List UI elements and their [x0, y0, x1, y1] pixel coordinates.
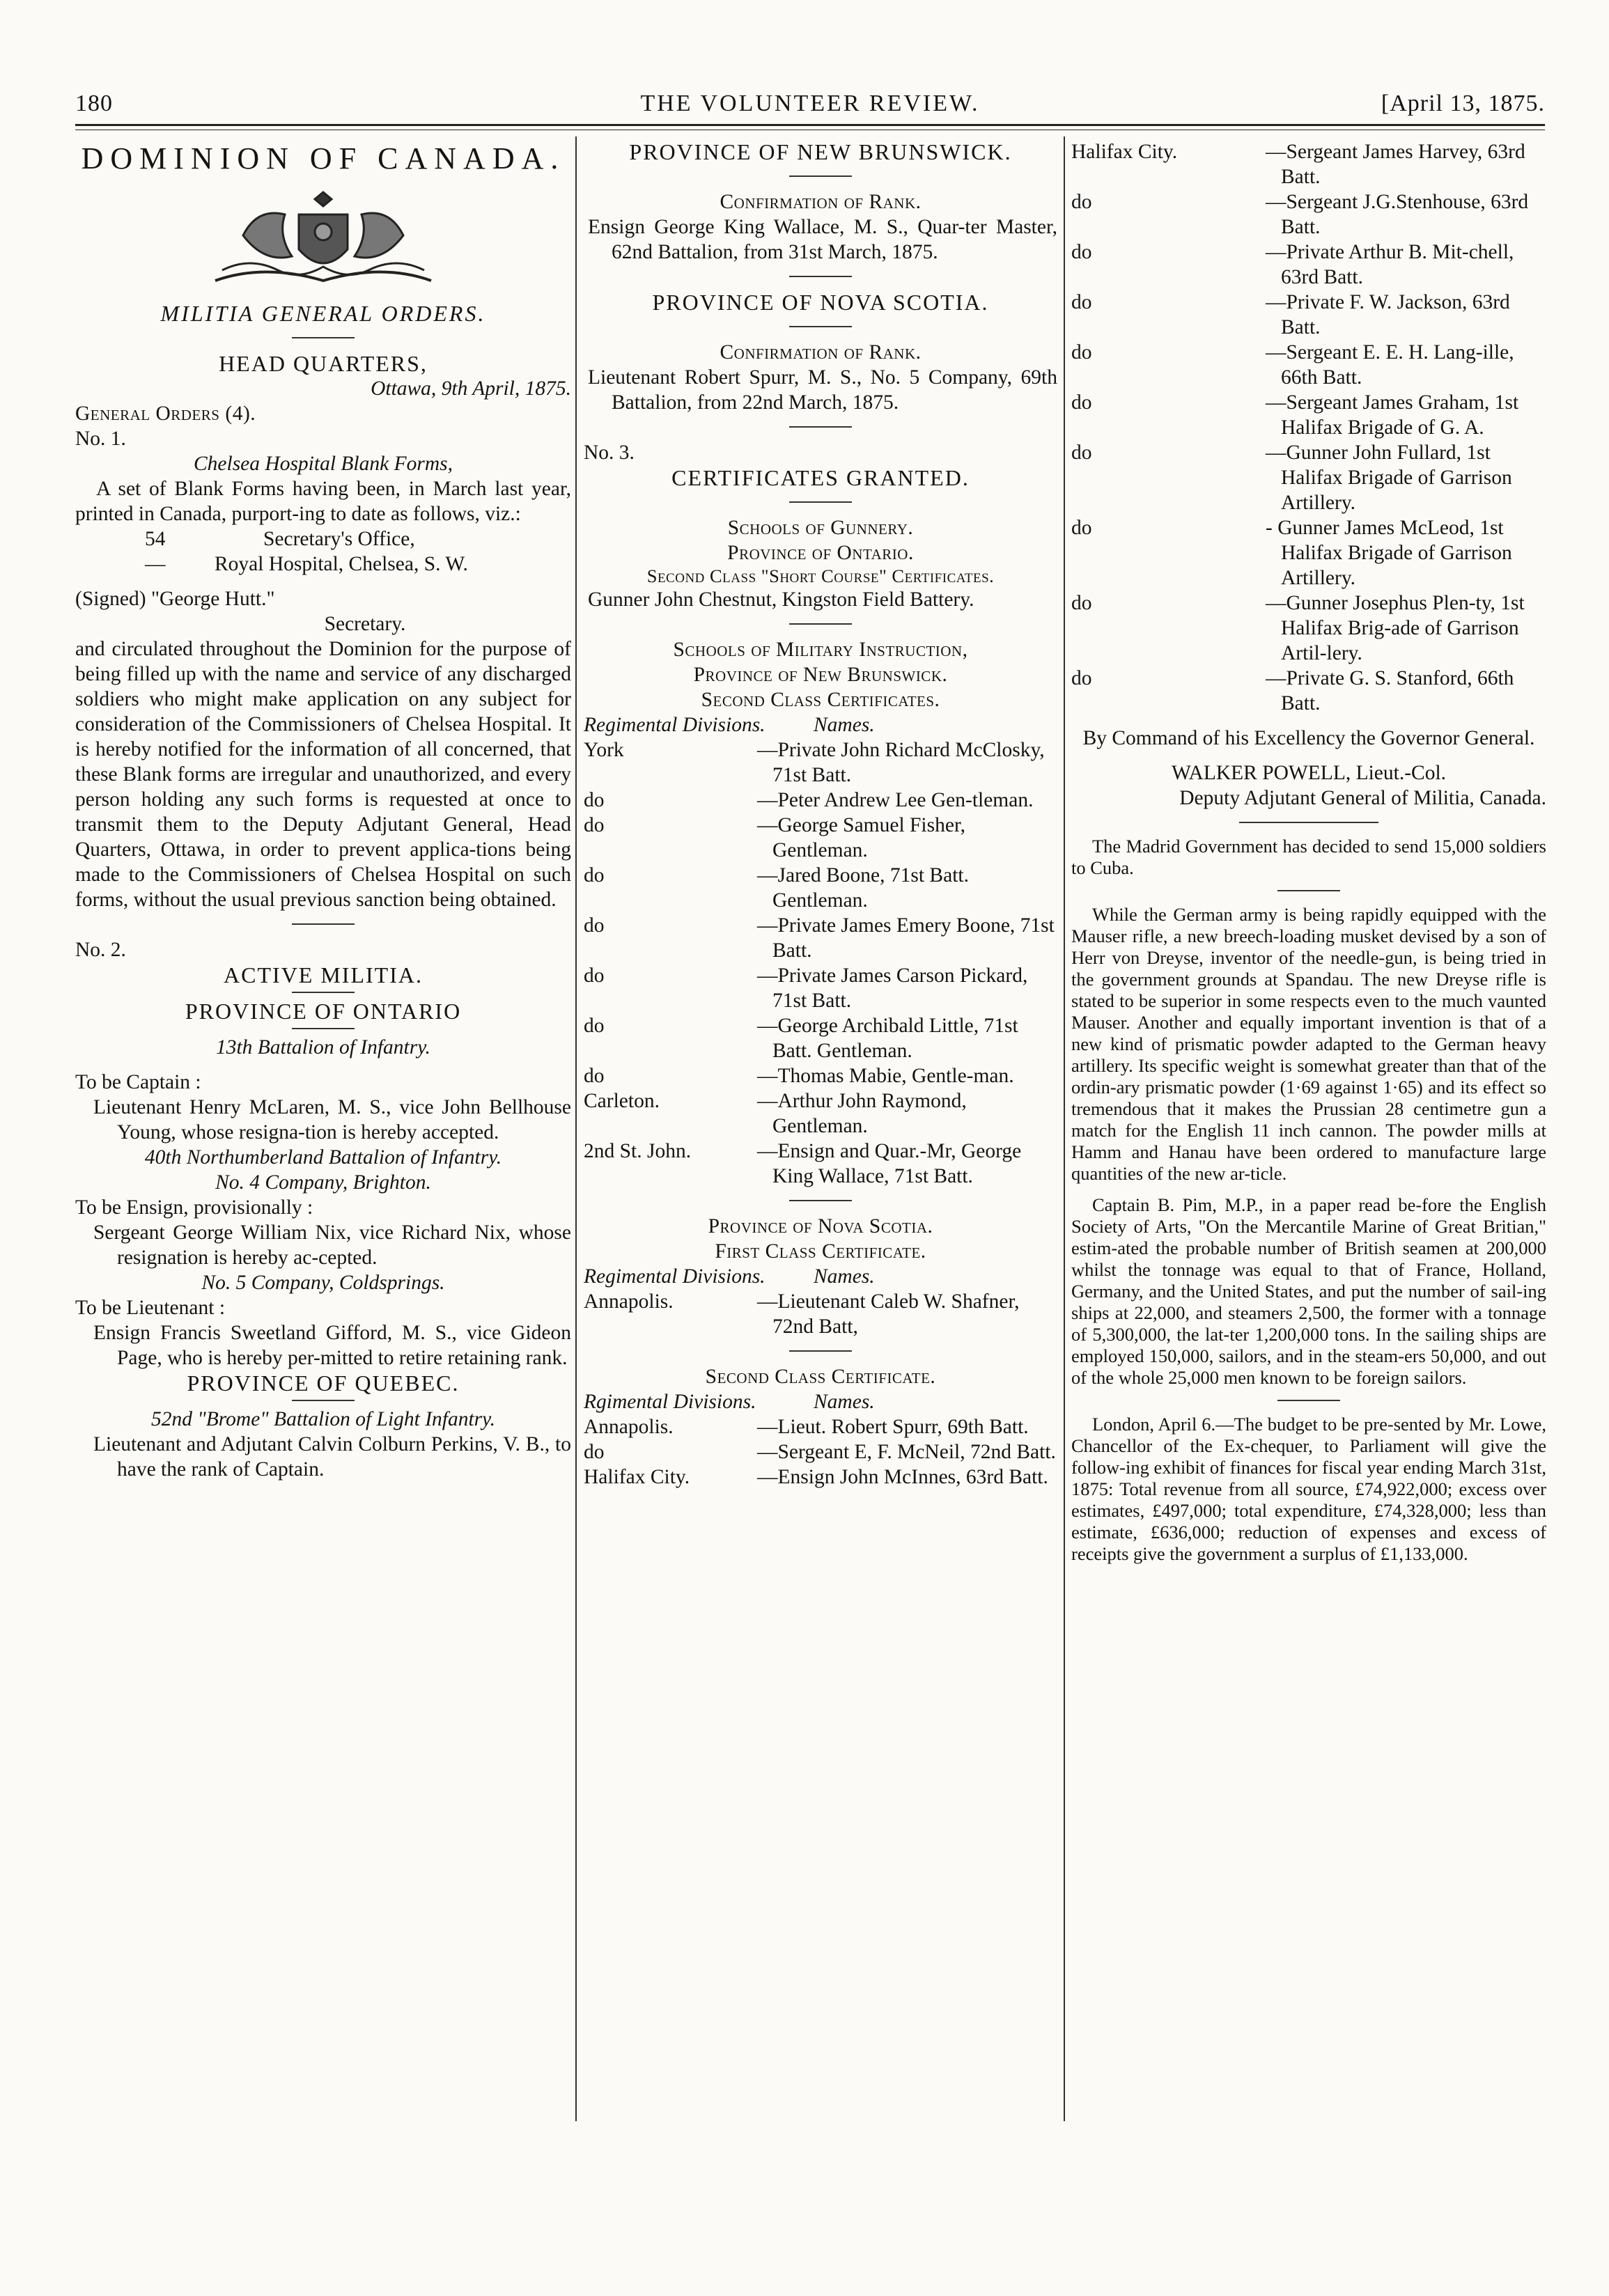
- new-brunswick-heading: PROVINCE OF NEW BRUNSWICK.: [629, 139, 1012, 164]
- certificate-name: —Jared Boone, 71st Batt. Gentleman.: [757, 864, 969, 912]
- certificate-name: —Sergeant James Harvey, 63rd Batt.: [1266, 141, 1525, 188]
- regimental-division: do: [1071, 592, 1092, 614]
- certificate-name: —Private James Carson Pickard, 71st Batt.: [757, 965, 1028, 1012]
- list-item: [584, 737, 1057, 788]
- order-number-3: No. 3.: [584, 442, 635, 464]
- general-orders: General Orders (4).: [75, 403, 256, 425]
- list-item: [1071, 440, 1546, 515]
- gunner-text: Gunner John Chestnut, Kingston Field Battery.: [588, 588, 974, 611]
- regimental-division: Annapolis.: [584, 1290, 674, 1313]
- list-item: [584, 1063, 1057, 1088]
- certificate-name: —Arthur John Raymond, Gentleman.: [757, 1090, 967, 1137]
- list-item: [584, 1414, 1057, 1439]
- province-nb-sub: Province of New Brunswick.: [693, 664, 948, 686]
- form-line-royal: — Royal Hospital, Chelsea, S. W.: [145, 553, 468, 575]
- place-date: Ottawa, 9th April, 1875.: [371, 377, 571, 400]
- regimental-division: do: [584, 965, 605, 987]
- captain-text: Lieutenant Henry McLaren, M. S., vice John Bellhouse Young, whose resigna-tion is hereby accepted.: [93, 1096, 571, 1143]
- lieutenant-text: Ensign Francis Sweetland Gifford, M. S., vice Gideon Page, who is hereby per-mitted to retire retaining rank.: [93, 1322, 571, 1369]
- german-army-item: While the German army is being rapidly equipped with the Mauser rifle, a new breech-loading musket devised by a son of Herr von Dreyse, inventor of the needle-gun, is being tried in the government grounds at Spandau. The new Dreyse rifle is stated to be superior in some respects even to the much vaunted Mauser. Another and equally important invention is that of a new kind of prismatic powder adapted to the German heavy artillery. Its specific weight is somewhat greater than that of the ordin-ary prismatic powder (1·69 against 1·65) and its effect so tremendous that it makes the Prussian 28 centimetre gun a match for the English 11 inch cannon. The powder mills at Hamm and Hanau have been ordered to manufacture large quantities of the new ar-ticle.: [1071, 904, 1546, 1184]
- active-militia-heading: ACTIVE MILITIA.: [224, 962, 423, 987]
- certificate-name: —Lieut. Robert Spurr, 69th Batt.: [757, 1416, 1029, 1438]
- certificate-name: —Private John Richard McClosky, 71st Batt.: [757, 739, 1045, 786]
- ensign-text: Sergeant George William Nix, vice Richard Nix, whose resignation is hereby ac-cepted.: [93, 1221, 571, 1269]
- page-header: [75, 75, 1545, 123]
- certificate-name: - Gunner James McLeod, 1st Halifax Brigade of Garrison Artillery.: [1266, 517, 1512, 589]
- nb-confirmation-text: Ensign George King Wallace, M. S., Quar-ter Master, 62nd Battalion, from 31st March, 1875.: [588, 216, 1057, 263]
- column-3: [1071, 139, 1546, 2246]
- secretary-line: Secretary.: [324, 613, 406, 635]
- signed-line: (Signed) "George Hutt.": [75, 588, 275, 610]
- battalion-40: 40th Northumberland Battalion of Infantry.: [144, 1146, 502, 1169]
- separator: [292, 1400, 355, 1401]
- dominion-heading: DOMINION OF CANADA.: [81, 141, 566, 175]
- certificate-name: —Private F. W. Jackson, 63rd Batt.: [1266, 291, 1510, 338]
- order-number-1: No. 1.: [75, 428, 126, 450]
- page-number: 180: [75, 91, 113, 116]
- list-item: [1071, 666, 1546, 716]
- list-item: [584, 1289, 1057, 1339]
- separator: [1277, 1400, 1340, 1401]
- list-item: [1071, 290, 1546, 340]
- regimental-division: Carleton.: [584, 1090, 660, 1112]
- schools-military: Schools of Military Instruction,: [673, 639, 968, 661]
- province-ontario-sub: Province of Ontario.: [727, 542, 914, 564]
- certificate-name: —Private Arthur B. Mit-chell, 63rd Batt.: [1266, 241, 1514, 288]
- separator: [789, 623, 852, 625]
- regimental-division: do: [1071, 241, 1092, 263]
- ensign-heading: To be Ensign, provisionally :: [75, 1196, 313, 1219]
- regimental-division: do: [1071, 341, 1092, 364]
- regimental-division: do: [584, 914, 605, 937]
- regimental-division: do: [1071, 517, 1092, 539]
- regimental-division: do: [1071, 667, 1092, 689]
- halifax-certificate-list: [1071, 139, 1546, 716]
- madrid-item: The Madrid Government has decided to send 15,000 soldiers to Cuba.: [1071, 836, 1546, 878]
- certificate-name: —Sergeant E. E. H. Lang-ille, 66th Batt.: [1266, 341, 1514, 389]
- list-item: [584, 788, 1057, 813]
- list-item: [1071, 390, 1546, 440]
- list-item: [1071, 515, 1546, 591]
- list-item: [1071, 240, 1546, 290]
- certificate-name: —Private James Emery Boone, 71st Batt.: [757, 914, 1055, 962]
- confirmation-heading-1: Confirmation of Rank.: [720, 191, 922, 213]
- certificates-heading: CERTIFICATES GRANTED.: [671, 465, 970, 490]
- head-quarters: HEAD QUARTERS,: [219, 351, 428, 376]
- second-class-certificate: Second Class Certificate.: [705, 1366, 936, 1388]
- second-class-short: Second Class "Short Course" Certificates.: [646, 565, 995, 586]
- london-budget-item: London, April 6.—The budget to be pre-sented by Mr. Lowe, Chancellor of the Ex-chequer, to Parliament will give the follow-ing exhibit of finances for fiscal year ending March 31st, 1875: Total revenue from all source, £74,922,000; excess over estimates, £497,000; total expenditure, £74,328,000; less than estimate, £636,000; reduction of expenses and excess of receipts give the government a surplus of £1,133,000.: [1071, 1414, 1546, 1564]
- certificate-name: —Ensign John McInnes, 63rd Batt.: [757, 1466, 1048, 1488]
- certificate-name: —Peter Andrew Lee Gen-tleman.: [757, 789, 1034, 811]
- list-item: [584, 1465, 1057, 1490]
- schools-gunnery: Schools of Gunnery.: [727, 517, 914, 539]
- regimental-division: Annapolis.: [584, 1416, 674, 1438]
- quebec-heading: PROVINCE OF QUEBEC.: [187, 1370, 460, 1396]
- company-5: No. 5 Company, Coldsprings.: [201, 1272, 445, 1294]
- certificate-name: —George Archibald Little, 71st Batt. Gentleman.: [757, 1015, 1018, 1062]
- captain-heading: To be Captain :: [75, 1071, 201, 1093]
- column-header-divisions: Regimental Divisions.: [584, 714, 765, 736]
- certificate-name: —Private G. S. Stanford, 66th Batt.: [1266, 667, 1514, 714]
- column-divider-2: [1064, 136, 1065, 2121]
- list-item: [584, 1088, 1057, 1139]
- second-class-certificates: Second Class Certificates.: [701, 689, 940, 711]
- list-item: [1071, 340, 1546, 390]
- list-item: [584, 963, 1057, 1013]
- separator: [292, 923, 355, 925]
- list-item: [584, 813, 1057, 863]
- regimental-division: do: [1071, 291, 1092, 313]
- separator: [789, 501, 852, 503]
- issue-date: [April 13, 1875.: [1381, 91, 1545, 116]
- separator: [789, 1200, 852, 1201]
- ns-first-class-list: [584, 1289, 1057, 1339]
- separator: [789, 426, 852, 428]
- chelsea-paragraph-2: and circulated throughout the Dominion for the purpose of being filled up with the name and service of any discharged soldiers who might make application on any subject for consideration of the Commissioners of Chelsea Hospital. It is hereby notified for the information of all concerned, that these Blank forms are irregular and unauthorized, and every person holding any such forms is requested at once to transmit them to the Deputy Adjutant General, Head Quarters, Ottawa, in order to prevent applica-tions being made to the Commissioners of Chelsea Hospital on such forms, without the usual previous sanction being obtained.: [75, 638, 571, 911]
- command-line: By Command of his Excellency the Governor General.: [1082, 727, 1535, 749]
- regimental-division: Halifax City.: [1071, 141, 1178, 163]
- separator: [789, 1350, 852, 1352]
- separator: [292, 337, 355, 338]
- certificate-name: —Gunner John Fullard, 1st Halifax Brigade of Garrison Artillery.: [1266, 442, 1512, 514]
- signature-name: WALKER POWELL, Lieut.-Col.: [1171, 762, 1447, 784]
- regimental-division: do: [584, 789, 605, 811]
- confirmation-heading-2: Confirmation of Rank.: [720, 341, 922, 364]
- chelsea-title: Chelsea Hospital Blank Forms,: [193, 453, 453, 475]
- list-item: [1071, 189, 1546, 240]
- certificate-name: —Sergeant E, F. McNeil, 72nd Batt.: [757, 1441, 1056, 1463]
- certificate-name: —Lieutenant Caleb W. Shafner, 72nd Batt,: [757, 1290, 1020, 1338]
- separator: [1277, 890, 1340, 891]
- regimental-division: do: [584, 1015, 605, 1037]
- separator: [789, 175, 852, 177]
- certificate-name: —Ensign and Quar.-Mr, George King Wallace, 71st Batt.: [757, 1140, 1022, 1187]
- regimental-division: do: [584, 1441, 605, 1463]
- nb-table-header: [584, 712, 1057, 737]
- separator: [292, 992, 355, 993]
- regimental-division: do: [584, 1065, 605, 1087]
- list-item: [584, 1013, 1057, 1063]
- regimental-division: do: [1071, 191, 1092, 213]
- list-item: [1071, 591, 1546, 666]
- pim-item: Captain B. Pim, M.P., in a paper read be-fore the English Society of Arts, "On the Mercantile Marine of Great Britian," estim-ated the probable number of British seamen at 200,000 whilst the tonnage was equal to that of France, Holland, Germany, and the United States, and put the number of sail-ing ships at 22,000, and steamers 2,500, the former with a tonnage of 5,300,000, the lat-ter 1,200,000 tons. In the sailing ships are employed 150,000, sailors, and in the steam-ers 50,000, and out of the whole 25,000 men known to be foreign sailors.: [1071, 1194, 1546, 1388]
- regimental-division: Halifax City.: [584, 1466, 690, 1488]
- masthead-title: THE VOLUNTEER REVIEW.: [640, 91, 980, 116]
- regimental-division: do: [1071, 442, 1092, 464]
- list-item: [1071, 139, 1546, 189]
- separator: [789, 326, 852, 327]
- ontario-heading: PROVINCE OF ONTARIO: [185, 999, 462, 1024]
- certificate-name: —Sergeant J.G.Stenhouse, 63rd Batt.: [1266, 191, 1529, 238]
- company-4: No. 4 Company, Brighton.: [215, 1171, 431, 1194]
- coat-of-arms-icon: [208, 187, 438, 291]
- certificate-name: —Gunner Josephus Plen-ty, 1st Halifax Brig-ade of Garrison Artil-lery.: [1266, 592, 1525, 664]
- regimental-division: 2nd St. John.: [584, 1140, 692, 1162]
- battalion-52: 52nd "Brome" Battalion of Light Infantry.: [150, 1408, 496, 1430]
- certificate-name: —George Samuel Fisher, Gentleman.: [757, 814, 965, 861]
- ns1-table-header: Regimental Divisions. Names.: [584, 1265, 875, 1288]
- regimental-division: York: [584, 739, 624, 761]
- column-header-names: Names.: [814, 714, 875, 736]
- lieutenant-heading: To be Lieutenant :: [75, 1297, 226, 1319]
- separator: [1239, 822, 1378, 823]
- list-item: [584, 1439, 1057, 1465]
- quebec-text: Lieutenant and Adjutant Calvin Colburn Perkins, V. B., to have the rank of Captain.: [93, 1433, 571, 1481]
- column-1: [75, 139, 571, 2246]
- certificate-name: —Sergeant James Graham, 1st Halifax Brigade of G. A.: [1266, 391, 1519, 439]
- order-number-2: No. 2.: [75, 939, 126, 961]
- nb-certificate-list: [584, 737, 1057, 1189]
- list-item: [584, 863, 1057, 913]
- militia-orders-title: MILITIA GENERAL ORDERS.: [160, 301, 486, 326]
- ns-confirmation-text: Lieutenant Robert Spurr, M. S., No. 5 Company, 69th Battalion, from 22nd March, 1875.: [588, 366, 1057, 414]
- regimental-division: do: [584, 864, 605, 887]
- regimental-division: do: [1071, 391, 1092, 414]
- battalion-13: 13th Battalion of Infantry.: [215, 1036, 431, 1059]
- list-item: [584, 913, 1057, 963]
- chelsea-paragraph-1: A set of Blank Forms having been, in March last year, printed in Canada, purport-ing to date as follows, viz.:: [75, 478, 571, 525]
- column-2: [584, 139, 1057, 2246]
- ns2-table-header: Rgimental Divisions. Names.: [584, 1391, 875, 1413]
- separator: [789, 276, 852, 277]
- column-divider-1: [575, 136, 577, 2121]
- separator: [292, 1028, 355, 1029]
- nova-scotia-heading: PROVINCE OF NOVA SCOTIA.: [652, 290, 989, 315]
- first-class-certificate: First Class Certificate.: [715, 1240, 926, 1263]
- signature-title: Deputy Adjutant General of Militia, Canada.: [1179, 787, 1546, 809]
- form-line-54: 54 Secretary's Office,: [145, 528, 415, 550]
- regimental-division: do: [584, 814, 605, 836]
- ns-second-class-list: [584, 1414, 1057, 1490]
- header-rule: [75, 124, 1545, 126]
- list-item: [584, 1139, 1057, 1189]
- province-ns-sub: Province of Nova Scotia.: [708, 1215, 933, 1237]
- certificate-name: —Thomas Mabie, Gentle-man.: [757, 1065, 1014, 1087]
